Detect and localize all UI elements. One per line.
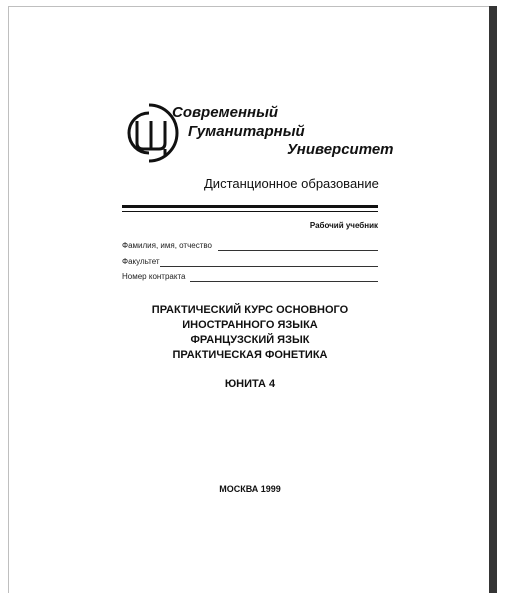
form-fill-line-name [218,250,378,251]
form-label-faculty: Факультет [122,257,160,266]
university-name-line-1: Современный [172,104,279,121]
form-fill-line-faculty [160,266,378,267]
form-row-name [122,241,378,252]
city-year: МОСКВА 1999 [219,484,281,494]
page-edge-shadow [489,6,497,593]
course-title-line-3: ФРАНЦУЗСКИЙ ЯЗЫК [190,334,310,346]
course-title-line-2: ИНОСТРАННОГО ЯЗЫКА [182,319,318,331]
university-name-line-3: Университет [287,141,394,158]
form-label-contract: Номер контракта [122,272,186,281]
document-page [8,6,490,593]
unit-number: ЮНИТА 4 [224,378,276,390]
header-divider-thin [122,211,378,212]
university-name-line-2: Гуманитарный [188,123,305,140]
workbook-label: Рабочий учебник [309,221,378,230]
header-divider-thick [122,205,378,208]
course-title [100,303,400,363]
course-title-line-4: ПРАКТИЧЕСКАЯ ФОНЕТИКА [172,349,328,361]
form-row-faculty [122,257,378,268]
form-label-name: Фамилия, имя, отчество [122,241,212,250]
form-row-contract [122,272,378,283]
course-title-line-1: ПРАКТИЧЕСКИЙ КУРС ОСНОВНОГО [151,304,349,316]
form-fill-line-contract [190,281,378,282]
distance-education-subtitle: Дистанционное образование [204,176,379,191]
